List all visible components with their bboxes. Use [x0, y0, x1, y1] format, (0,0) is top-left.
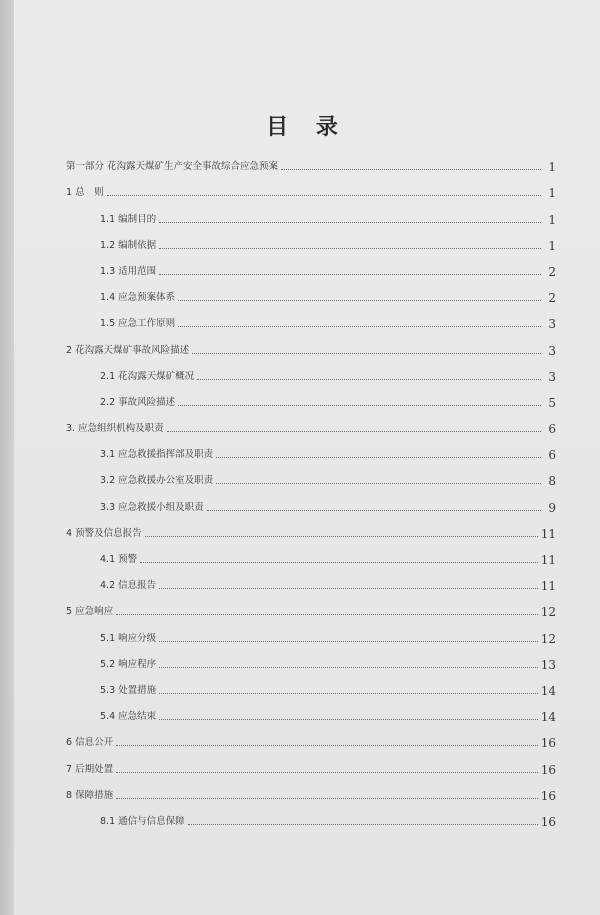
toc-dot-leader: [178, 326, 541, 327]
toc-entry-page-number: 6: [548, 448, 556, 463]
toc-entry: [66, 541, 556, 567]
toc-entry: [66, 488, 556, 514]
toc-entry: [66, 646, 556, 672]
toc-entry: [66, 593, 556, 619]
toc-entry-page-number: 5: [548, 395, 556, 410]
toc-dot-leader: [159, 641, 538, 642]
toc-entry: [66, 358, 556, 384]
toc-entry: [66, 279, 556, 305]
toc-entry-page-number: 1: [548, 160, 556, 175]
toc-entry-label: 1.2 编制依据: [100, 239, 157, 251]
toc-entry: [66, 462, 556, 488]
toc-entry: [66, 750, 556, 776]
toc-entry-page-number: 12: [540, 631, 556, 646]
toc-entry-label: 6 信息公开: [66, 737, 114, 749]
toc-entry-page-number: 13: [540, 657, 556, 672]
toc-entry: [66, 174, 556, 200]
toc-entry-label: 1 总 则: [66, 187, 104, 199]
toc-entry-label: 4.2 信息报告: [100, 580, 157, 592]
toc-dot-leader: [145, 536, 538, 537]
toc-dot-leader: [178, 405, 541, 406]
toc-entry-label: 2.1 花沟露天煤矿概况: [100, 370, 195, 382]
toc-entry-label: 8 保障措施: [66, 789, 114, 801]
toc-dot-leader: [167, 431, 541, 432]
toc-entry-label: 第一部分 花沟露天煤矿生产安全事故综合应急预案: [66, 161, 279, 173]
toc-entry-page-number: 3: [548, 317, 556, 332]
toc-entry: [66, 200, 556, 226]
toc-entry-label: 4.1 预警: [100, 554, 138, 565]
toc-entry: [66, 410, 556, 436]
toc-dot-leader: [116, 798, 538, 799]
toc-entry-page-number: 11: [540, 526, 556, 541]
toc-entry: [66, 331, 556, 357]
toc-entry-label: 5.2 响应程序: [100, 658, 157, 670]
toc-dot-leader: [178, 300, 541, 301]
toc-dot-leader: [159, 667, 538, 668]
toc-dot-leader: [216, 457, 541, 458]
toc-entry-label: 1.1 编制目的: [100, 213, 157, 225]
page-edge: [0, 0, 14, 915]
toc-entry-label: 3.2 应急救援办公室及职责: [100, 475, 214, 487]
toc-dot-leader: [159, 693, 538, 694]
toc-entry-page-number: 16: [540, 814, 556, 829]
toc-entry-label: 5.4 应急结束: [100, 711, 157, 723]
toc-entry-label: 8.1 通信与信息保障: [100, 815, 185, 827]
toc-entry-label: 5.1 响应分级: [100, 632, 157, 644]
document-page: [14, 0, 600, 915]
toc-entry: [66, 672, 556, 698]
toc-entry: [66, 724, 556, 750]
toc-entry-label: 1.3 适用范围: [100, 265, 157, 277]
toc-entry: [66, 227, 556, 253]
page-title: 目 录: [266, 114, 348, 140]
toc-entry-page-number: 1: [548, 212, 556, 227]
toc-entry-page-number: 16: [540, 736, 556, 751]
toc-entry-page-number: 12: [540, 605, 556, 620]
toc-entry: [66, 803, 556, 829]
toc-entry-label: 3.3 应急救援小组及职责: [100, 501, 204, 513]
toc-dot-leader: [216, 483, 541, 484]
toc-entry-label: 2.2 事故风险描述: [100, 396, 176, 408]
toc-entry: [66, 148, 556, 174]
toc-dot-leader: [192, 353, 541, 354]
toc-dot-leader: [116, 772, 538, 773]
toc-entry-label: 3.1 应急救援指挥部及职责: [100, 449, 214, 461]
toc-entry-page-number: 3: [548, 343, 556, 358]
toc-entry-label: 5.3 处置措施: [100, 684, 157, 696]
toc-entry-label: 7 后期处置: [66, 763, 114, 775]
toc-entry-label: 3. 应急组织机构及职责: [66, 423, 164, 435]
toc-dot-leader: [116, 745, 538, 746]
toc-dot-leader: [107, 195, 541, 196]
toc-dot-leader: [159, 248, 541, 249]
toc-entry-label: 4 预警及信息报告: [66, 527, 142, 539]
toc-entry-page-number: 1: [548, 186, 556, 201]
toc-entry: [66, 698, 556, 724]
toc-entry-page-number: 1: [548, 238, 556, 253]
toc-entry: [66, 567, 556, 593]
toc-entry-page-number: 9: [548, 500, 556, 515]
toc-dot-leader: [140, 562, 538, 563]
toc-entry-label: 2 花沟露天煤矿事故风险描述: [66, 344, 190, 356]
toc-dot-leader: [159, 719, 538, 720]
toc-dot-leader: [159, 274, 541, 275]
toc-entry: [66, 305, 556, 331]
toc-entry-page-number: 16: [540, 762, 556, 777]
toc-dot-leader: [116, 614, 538, 615]
toc-entry-page-number: 14: [540, 683, 556, 698]
toc-entry-page-number: 6: [548, 422, 556, 437]
table-of-contents: [66, 148, 556, 829]
toc-entry: [66, 384, 556, 410]
toc-entry: [66, 777, 556, 803]
toc-entry-label: 5 应急响应: [66, 606, 114, 618]
toc-dot-leader: [159, 588, 538, 589]
toc-dot-leader: [188, 824, 538, 825]
toc-entry-page-number: 11: [540, 553, 556, 567]
toc-entry-page-number: 2: [548, 264, 556, 279]
toc-entry-page-number: 11: [540, 579, 556, 594]
toc-entry-page-number: 14: [540, 710, 556, 725]
toc-dot-leader: [159, 222, 541, 223]
toc-entry-page-number: 3: [548, 369, 556, 384]
toc-entry: [66, 436, 556, 462]
toc-dot-leader: [197, 379, 541, 380]
toc-dot-leader: [281, 169, 541, 170]
toc-entry: [66, 253, 556, 279]
toc-dot-leader: [207, 510, 541, 511]
toc-entry: [66, 619, 556, 645]
toc-entry: [66, 515, 556, 541]
toc-entry-page-number: 16: [540, 788, 556, 803]
toc-entry-page-number: 8: [548, 474, 556, 489]
toc-entry-label: 1.4 应急预案体系: [100, 292, 176, 304]
toc-entry-page-number: 2: [548, 291, 556, 306]
toc-entry-label: 1.5 应急工作原则: [100, 318, 176, 330]
